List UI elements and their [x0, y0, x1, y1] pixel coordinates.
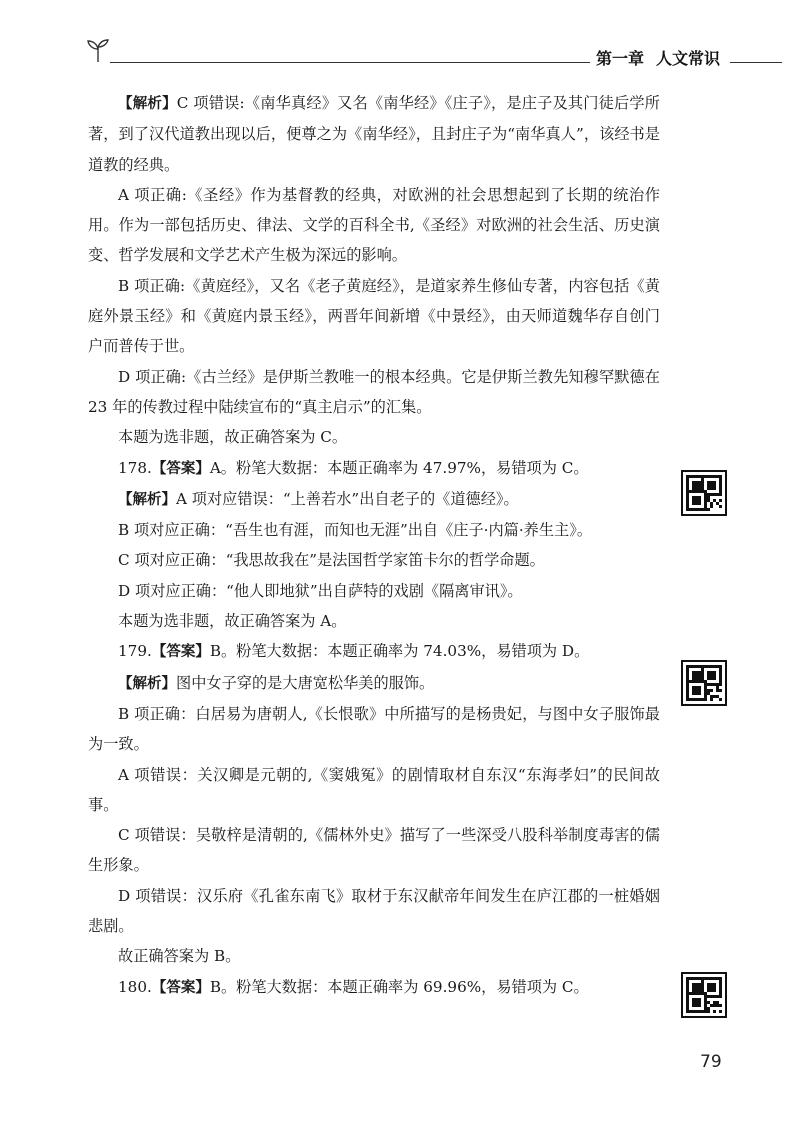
paragraph-p17	[88, 881, 660, 942]
page-number: 79	[700, 1052, 722, 1072]
paragraph-text: D 项错误：汉乐府《孔雀东南飞》取材于东汉献帝年间发生在庐江郡的一桩婚姻悲剧。	[88, 886, 660, 936]
paragraph-p15	[88, 760, 660, 821]
paragraph-text: 本题为选非题，故正确答案为 C。	[118, 428, 348, 447]
qr-code-178[interactable]	[681, 470, 727, 516]
paragraph-text: D 项对应正确：“他人即地狱”出自萨特的戏剧《隔离审讯》。	[118, 581, 523, 600]
question-number: 180.	[118, 977, 152, 996]
section-tag: 【解析】	[118, 491, 176, 508]
question-number: 179.	[118, 642, 152, 661]
section-tag: 【答案】	[151, 460, 210, 477]
qr-code-180[interactable]	[681, 972, 727, 1018]
paragraph-p16	[88, 820, 660, 881]
paragraph-p5	[88, 422, 660, 452]
paragraph-p14	[88, 699, 660, 760]
header-rule-right	[730, 62, 782, 63]
paragraph-p3	[88, 271, 660, 362]
paragraph-text: B 项对应正确：“吾生也有涯，而知也无涯”出自《庄子·内篇·养生主》。	[118, 521, 593, 540]
paragraph-p12	[88, 636, 660, 667]
chapter-heading	[596, 46, 720, 69]
paragraph-p9	[88, 545, 660, 575]
paragraph-p13	[88, 668, 660, 699]
page-header	[0, 0, 800, 80]
paragraph-p10	[88, 576, 660, 606]
paragraph-text: B 项正确:《黄庭经》，又名《老子黄庭经》，是道家养生修仙专著，内容包括《黄庭外景玉经》和《黄庭内景玉经》，两晋年间新增《中景经》，由天师道魏华存自创门户而普传于世。	[88, 276, 660, 356]
question-number: 178.	[118, 458, 152, 477]
chapter-title: 人文常识	[656, 49, 721, 68]
paragraph-p19	[88, 972, 660, 1003]
section-tag: 【解析】	[118, 96, 177, 112]
paragraph-text: A 项正确:《圣经》作为基督教的经典，对欧洲的社会思想起到了长期的统治作用。作为一部包括历史、律法、文学的百科全书,《圣经》对欧洲的社会生活、历史演变、哲学发展和文学艺术产生极为深远的影响。	[88, 185, 660, 265]
paragraph-p18	[88, 941, 660, 971]
paragraph-text: C 项错误：吴敬梓是清朝的,《儒林外史》描写了一些深受八股科举制度毒害的儒生形象。	[88, 826, 660, 875]
paragraph-p4	[88, 362, 660, 423]
section-tag: 【答案】	[151, 979, 210, 996]
paragraph-text: C 项错误:《南华真经》又名《南华经》《庄子》，是庄子及其门徒后学所著，到了汉代道教出现以后，便尊之为《南华经》，且封庄子为“南华真人”，该经书是道教的经典。	[88, 94, 660, 174]
paragraph-text: B 项正确：白居易为唐朝人,《长恨歌》中所描写的是杨贵妃，与图中女子服饰最为一致。	[88, 704, 660, 754]
paragraph-text: 图中女子穿的是大唐宽松华美的服饰。	[176, 673, 435, 692]
paragraph-text: B。粉笔大数据：本题正确率为 74.03%，易错项为 D。	[209, 642, 590, 661]
paragraph-text: D 项正确:《古兰经》是伊斯兰教唯一的根本经典。它是伊斯兰教先知穆罕默德在 23 年的传教过程中陆续宣布的“真主启示”的汇集。	[88, 367, 660, 416]
chapter-number: 第一章	[596, 49, 645, 68]
header-rule-left	[110, 62, 590, 63]
paragraph-text: C 项对应正确：“我思故我在”是法国哲学家笛卡尔的哲学命题。	[118, 551, 545, 570]
paragraph-p6	[88, 453, 660, 484]
body-text	[88, 88, 660, 1003]
paragraph-p8	[88, 515, 660, 545]
section-tag: 【解析】	[118, 675, 176, 692]
paragraph-p7	[88, 484, 660, 515]
sprout-icon	[86, 38, 110, 64]
paragraph-p2	[88, 180, 660, 271]
paragraph-text: 故正确答案为 B。	[118, 947, 241, 966]
paragraph-text: A。粉笔大数据：本题正确率为 47.97%，易错项为 C。	[209, 458, 589, 477]
paragraph-p11	[88, 606, 660, 636]
paragraph-text: 本题为选非题，故正确答案为 A。	[118, 612, 347, 631]
paragraph-text: A 项对应错误：“上善若水”出自老子的《道德经》。	[176, 489, 519, 508]
paragraph-p1	[88, 88, 660, 180]
paragraph-text: B。粉笔大数据：本题正确率为 69.96%，易错项为 C。	[209, 977, 589, 996]
qr-code-179[interactable]	[681, 660, 727, 706]
paragraph-text: A 项错误：关汉卿是元朝的,《窦娥冤》的剧情取材自东汉“东海孝妇”的民间故事。	[88, 765, 660, 814]
section-tag: 【答案】	[151, 644, 210, 661]
